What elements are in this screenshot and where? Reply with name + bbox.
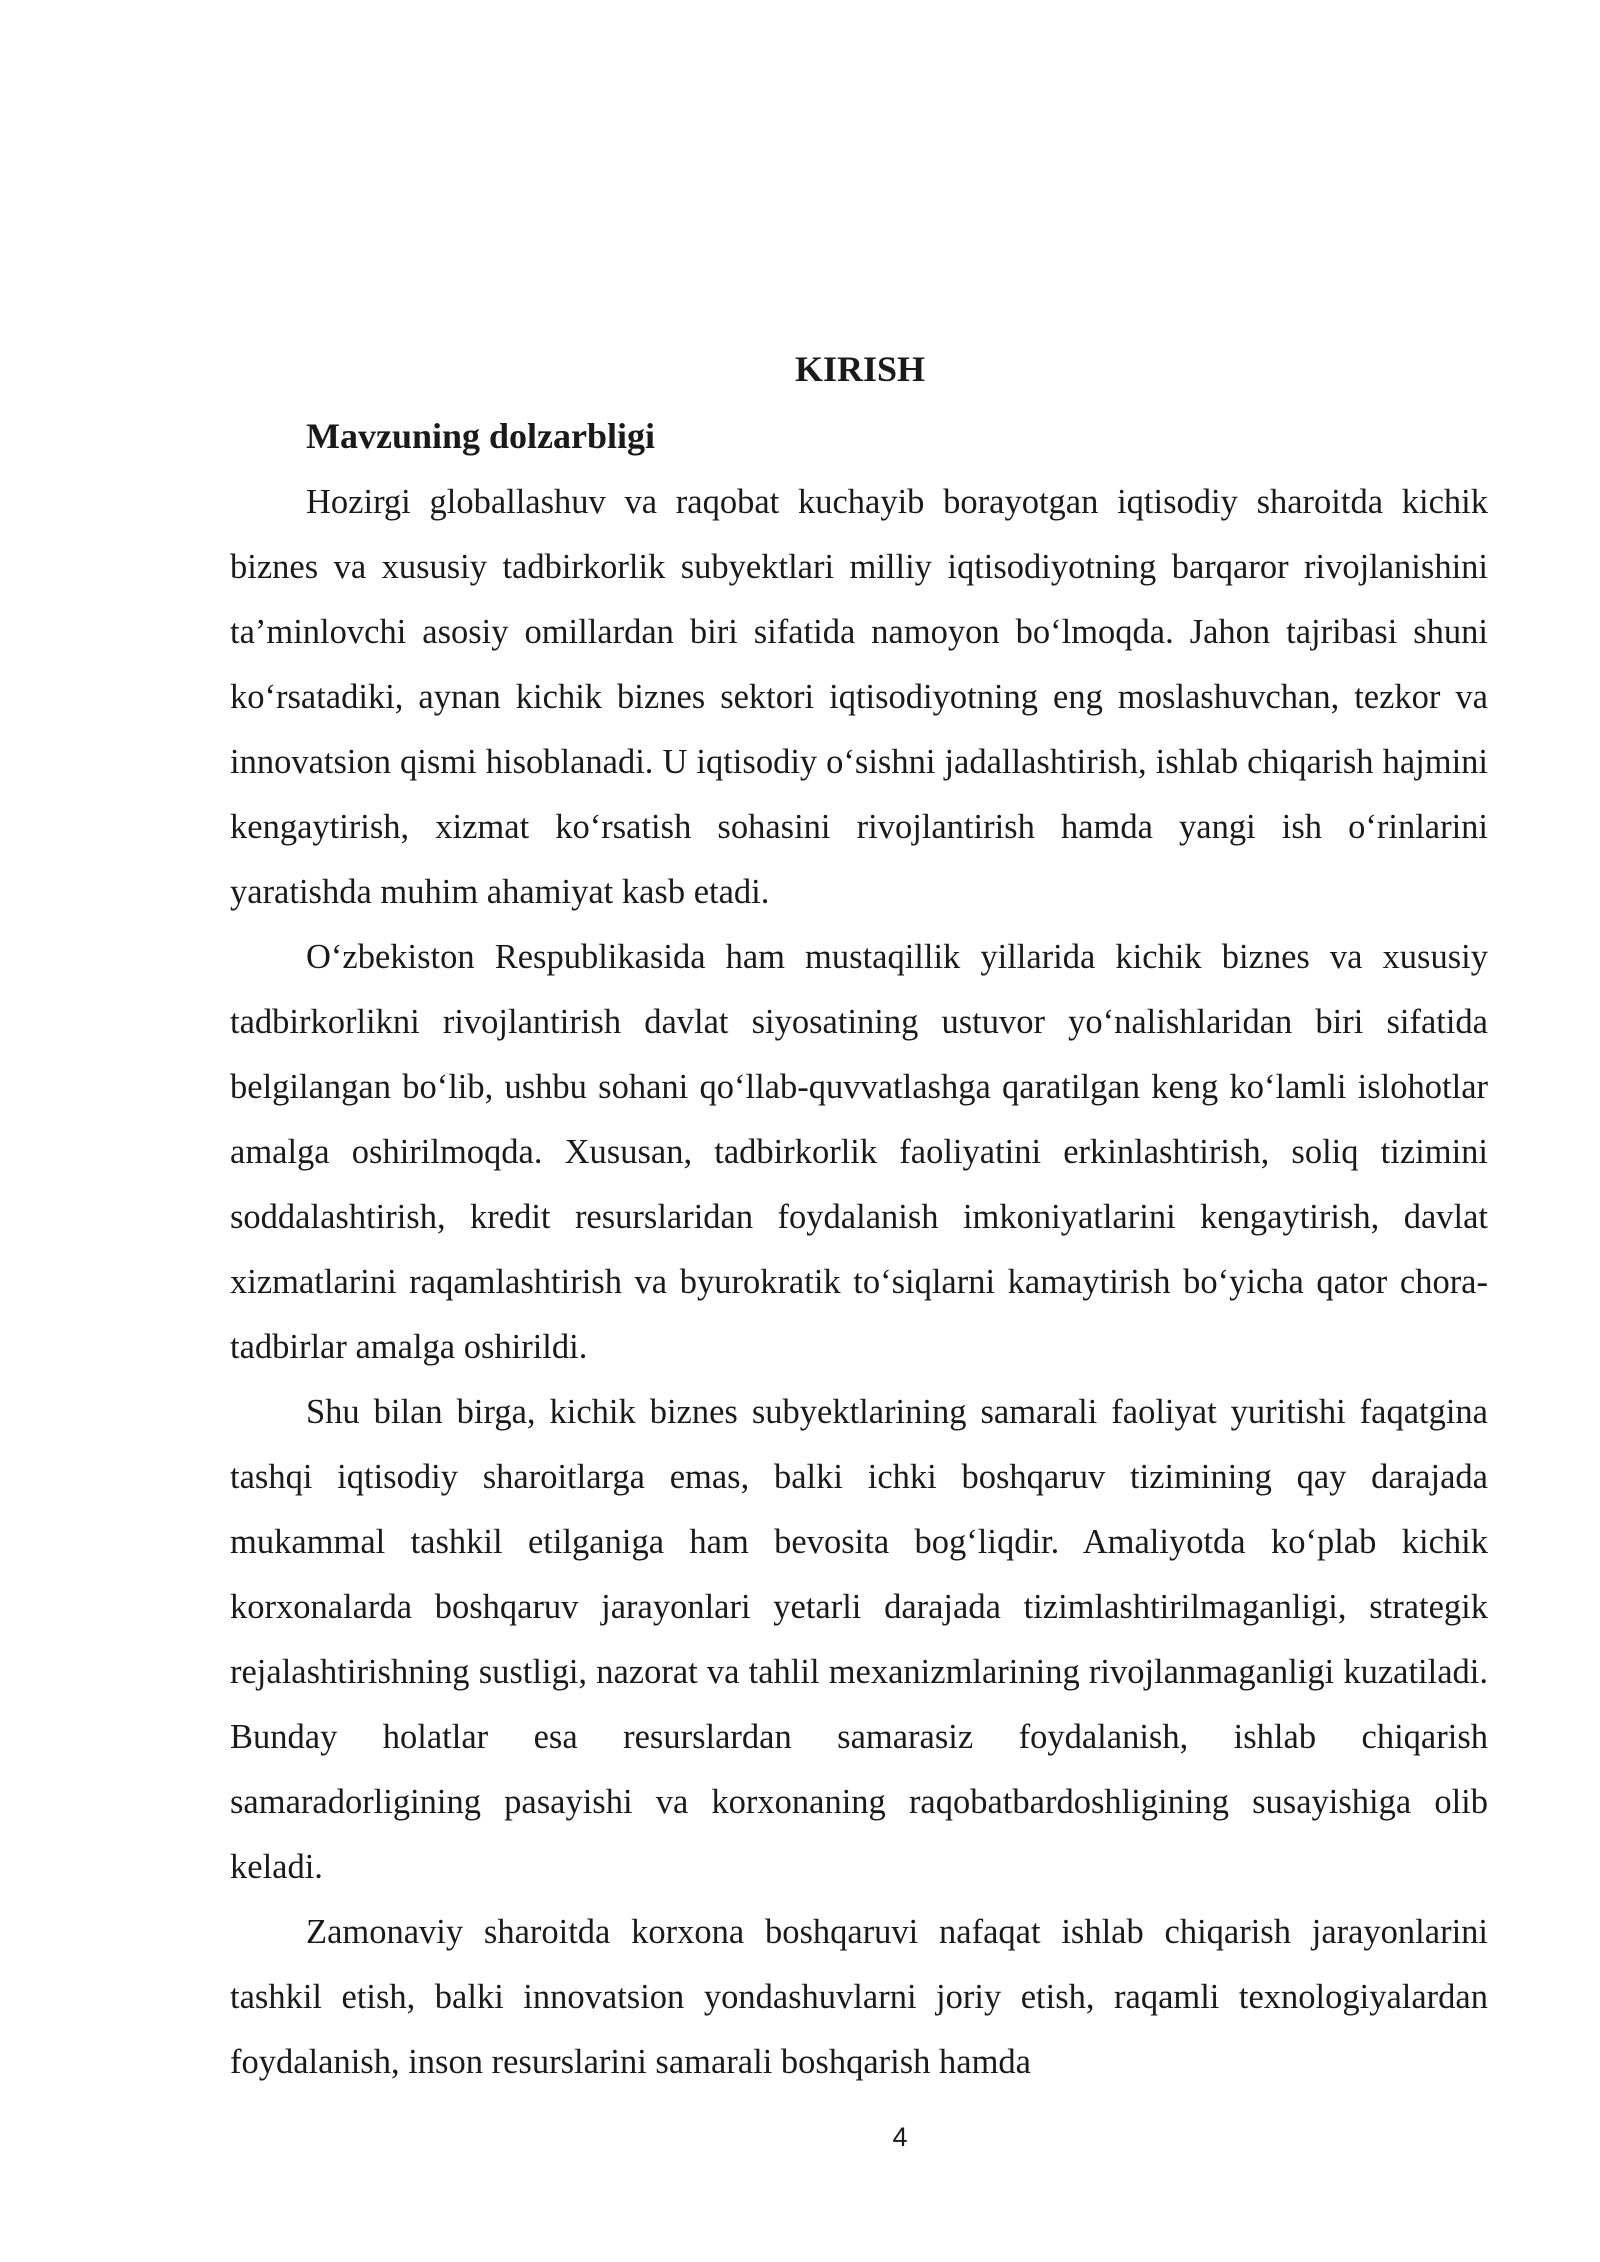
paragraph: O‘zbekiston Respublikasida ham mustaqillik yillarida kichik biznes va xususiy tadbirkorlikni rivojlantirish davlat siyosatining ustuvor yo‘nalishlaridan biri sifatida belgilangan bo‘lib, ushbu sohani qo‘llab-quvvatlashga qaratilgan keng ko‘lamli islohotlar amalga oshirilmoqda. Xususan, tadbirkorlik faoliyatini erkinlashtirish, soliq tizimini soddalashtirish, kredit resurslaridan foydalanish imkoniyatlarini kengaytirish, davlat xizmatlarini raqamlashtirish va byurokratik to‘siqlarni kamaytirish bo‘yicha qator chora-tadbirlar amalga oshirildi. [230,938,1488,1366]
chapter-title: KIRISH [794,349,926,389]
paragraph: Hozirgi globallashuv va raqobat kuchayib borayotgan iqtisodiy sharoitda kichik biznes va xususiy tadbirkorlik subyektlari milliy iqtisodiyotning barqaror rivojlanishini ta’minlovchi asosiy omillardan biri sifatida namoyon bo‘lmoqda. Jahon tajribasi shuni ko‘rsatadiki, aynan kichik biznes sektori iqtisodiyotning eng moslashuvchan, tezkor va innovatsion qismi hisoblanadi. U iqtisodiy o‘sishni jadallashtirish, ishlab chiqarish hajmini kengaytirish, xizmat ko‘rsatish sohasini rivojlantirish hamda yangi ish o‘rinlarini yaratishda muhim ahamiyat kasb etadi. [230,483,1488,911]
paragraph: Shu bilan birga, kichik biznes subyektlarining samarali faoliyat yuritishi faqatgina tashqi iqtisodiy sharoitlarga emas, balki ichki boshqaruv tizimining qay darajada mukammal tashkil etilganiga ham bevosita bog‘liqdir. Amaliyotda ko‘plab kichik korxonalarda boshqaruv jarayonlari yetarli darajada tizimlashtirilmaganligi, strategik rejalashtirishning sustligi, nazorat va tahlil mexanizmlarining rivojlanmaganligi kuzatiladi. Bunday holatlar esa resurslardan samarasiz foydalanish, ishlab chiqarish samaradorligining pasayishi va korxonaning raqobatbardoshligining susayishiga olib keladi. [230,1393,1488,1886]
body-text [230,470,1488,2095]
paragraph: Zamonaviy sharoitda korxona boshqaruvi nafaqat ishlab chiqarish jarayonlarini tashkil etish, balki innovatsion yondashuvlarni joriy etish, raqamli texnologiyalardan foydalanish, inson resurslarini samarali boshqarish hamda [230,1913,1488,2081]
page-number: 4 [892,2122,908,2152]
section-subtitle: Mavzuning dolzarbligi [306,416,656,456]
